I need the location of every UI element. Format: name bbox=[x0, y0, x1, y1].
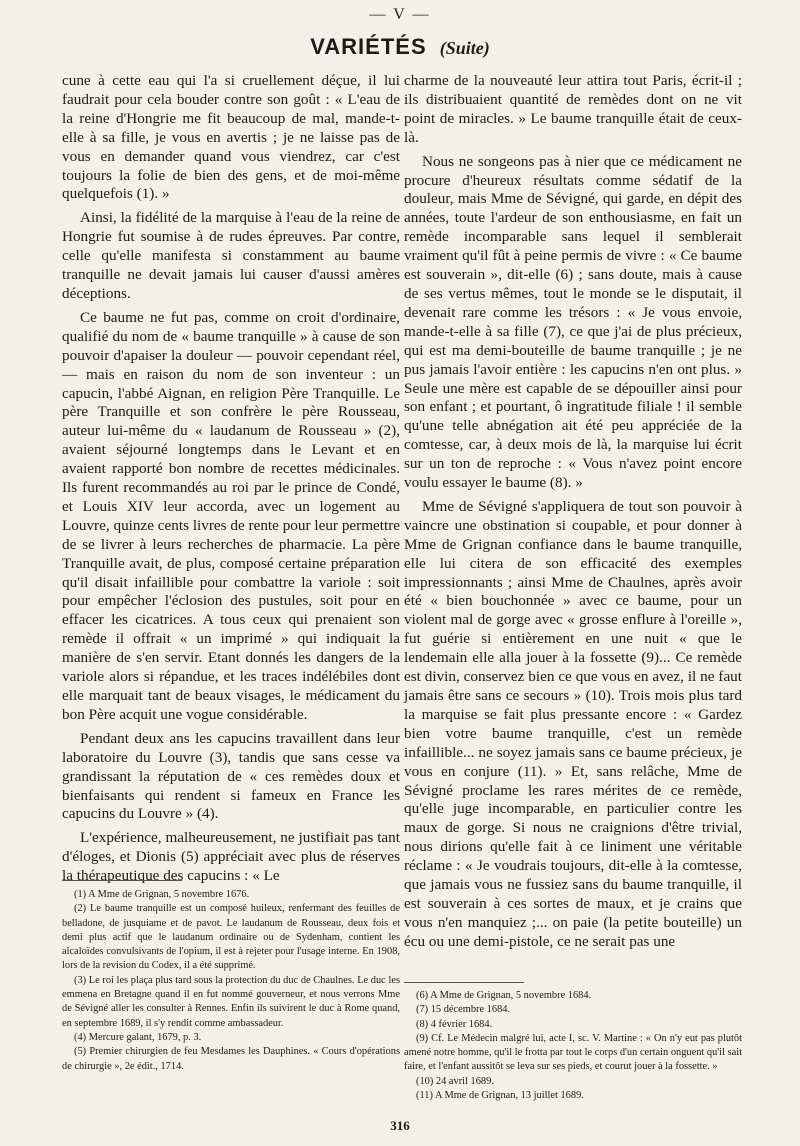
right-column bbox=[404, 72, 742, 952]
footnote: (6) A Mme de Grignan, 5 novembre 1684. bbox=[416, 990, 592, 1001]
footnote: (8) 4 février 1684. bbox=[416, 1018, 493, 1030]
paragraph: cune à cette eau qui l'a si cruellement déçue, il lui faudrait pour cela bouder contre son goût : « L'eau de la reine d'Hongrie me fit beaucoup de mal, mande-t-elle à sa fille, je vous en avertis ; je ne laisse pas de vous en demander quand vous viendrez, car c'est toujours la folie de bien des gens, et de moi-même quelquefois (1). » bbox=[62, 72, 400, 203]
footnote: (7) 15 décembre 1684. bbox=[416, 1004, 511, 1016]
page-number: 316 bbox=[390, 1118, 410, 1133]
page-subtitle: (Suite) bbox=[439, 38, 490, 58]
footnote: (10) 24 avril 1689. bbox=[416, 1075, 494, 1087]
footnote: (1) A Mme de Grignan, 5 novembre 1676. bbox=[74, 889, 250, 900]
section-number: — V — bbox=[369, 6, 431, 23]
footnote: (5) Premier chirurgien de feu Mesdames les Dauphines. « Cours d'opérations de chirurgie », 2e édit., 1714. bbox=[62, 1046, 400, 1072]
page-title-text: VARIÉTÉS bbox=[310, 34, 427, 59]
right-footnotes bbox=[404, 989, 742, 1103]
left-footnotes bbox=[62, 888, 400, 1074]
footnote: (2) Le baume tranquille est un composé huileux, renfermant des feuilles de belladone, de jusquiame et de pavot. Le laudanum de Rousseau, deux fois et demi plus actif que le laudanum ordinaire ou de Sydenham, contient les alcaloïdes convulsivants de l'opium, il est à rejeter pour l'usage interne. En 1908, lors de la revision du Codex, il a été supprimé. bbox=[62, 903, 400, 972]
footnote-divider bbox=[404, 982, 524, 983]
paragraph: Nous ne songeons pas à nier que ce médicament ne procure d'heureux résultats comme sédatif de la douleur, mais Mme de Sévigné, qui garde, en dépit des années, toute l'ardeur de son enthousiasme, en fait un remède incomparable sans lequel il semblerait vraiment qu'il fût à peine permis de vivre : « Ce baume est souverain », dit-elle (6) ; sans doute, mais à cause de ses vertus mêmes, tout le monde se le disputait, il devenait rare comme les trésors : « Je vous envoie, mande-t-elle à sa fille (7), ce que j'ai de plus précieux, qui est ma demi-bouteille de baume tranquille ; je ne pus jamais l'avoir entière : les capucins n'en ont plus. » Seule une mère est capable de se dépouiller ainsi pour son enfant ; et pourtant, ô ingratitude filiale ! il semble qu'une telle abnégation ait été peu appréciée de la comtesse, car, à deux mois de là, la marquise lui écrit sur un ton de reproche : « Vous n'avez point encore voulu essayer le baume (8). » bbox=[404, 152, 742, 492]
page-title bbox=[0, 34, 800, 60]
paragraph: Ainsi, la fidélité de la marquise à l'eau de la reine de Hongrie fut soumise à de rudes épreuves. Par contre, celle qu'elle manifesta si constamment au baume tranquille ne devait jamais lui causer d'aussi amères déceptions. bbox=[62, 209, 400, 302]
footnote-divider bbox=[62, 880, 182, 881]
paragraph: charme de la nouveauté leur attira tout Paris, écrit-il ; ils distribuaient quantité de remèdes dont on ne vit point de miracles. » Le baume tranquille était de ceux-là. bbox=[404, 72, 742, 146]
paragraph: Mme de Sévigné s'appliquera de tout son pouvoir à vaincre une obstination si coupable, et pour donner à Mme de Grignan confiance dans le baume tranquille, elle lui citera de son efficacité des exemples impressionnants ; ainsi Mme de Chaulnes, après avoir été « bien bouchonnée » avec ce baume, pour un violent mal de gorge avec « grosse enflure à l'oreille », fut guérie si entièrement en une nuit « que le lendemain elle alla jouer à la fossette (9)... Ce remède est divin, conservez bien ce que vous en avez, il ne faut jamais être sans ce secours » (10). Trois mois plus tard la marquise se fait plus pressante encore : « Gardez bien votre baume tranquille, c'est un remède infaillible... ne soyez jamais sans ce baume précieux, je vous en conjure (11). » Et, sans relâche, Mme de Sévigné proclame les rares mérites de ce remède, qu'elle juge incomparable, en particulier contre les maux de gorge. Si nous ne craignions d'être trivial, nous dirions qu'elle fait à ce liniment une véritable réclame : « Je voudrais toujours, dit-elle à la comtesse, que jamais vous ne fussiez sans du baume tranquille, il est souverain à ces sortes de maux, et je crains que vous n'en manquiez ;... on paie (la petite bouteille) un écu ou une demi-pistole, ce ne serait pas une bbox=[404, 497, 742, 950]
paragraph: Ce baume ne fut pas, comme on croit d'ordinaire, qualifié du nom de « baume tranquille » à cause de son pouvoir d'apaiser la douleur — pouvoir cependant réel, — mais en raison du nom de son inventeur : un capucin, l'abbé Aignan, en religion Père Tranquille. Le père Tranquille et son confrère le père Rousseau, auteur lui-même du « laudanum de Rousseau » (2), avaient séjourné longtemps dans le Levant et en avaient rapporté bon nombre de recettes médicinales. Ils furent recommandés au roi par le prince de Condé, et Louis XIV leur accorda, avec un logement au Louvre, quinze cents livres de rente pour leur permettre de se livrer à leurs recherches de pharmacie. La père Tranquille avait, de plus, composé certaine préparation qu'il disait infaillible pour combattre la variole : soit pour empêcher l'éclosion des pustules, soit pour en effacer les cicatrices. A tous ceux qui prenaient son remède il offrait « un imprimé » qui indiquait la manière de s'en servir. Etant donnés les dangers de la variole alors si répandue, et les traces indélébiles dont elle marquait tant de beaux visages, le médicament du bon Père acquit une vogue considérable. bbox=[62, 308, 400, 723]
left-column bbox=[62, 72, 400, 886]
footnote: (11) A Mme de Grignan, 13 juillet 1689. bbox=[416, 1090, 584, 1102]
footnote: (9) Cf. Le Médecin malgré lui, acte I, sc. V. Martine : « On n'y eut pas plutôt amené notre homme, qu'il le frotta par tout le corps d'un certain onguent qu'il sait faire, et l'enfant aussitôt se leva sur ses pieds, et courut jouer à la fossette. » bbox=[404, 1032, 742, 1073]
footnote: (3) Le roi les plaça plus tard sous la protection du duc de Chaulnes. Le duc les emmena en Bretagne quand il en fut nommé gouverneur, et nous verrons Mme de Sévigné aller les consulter à Rennes. Enfin ils suivirent le duc à Rome quand, en septembre 1689, il s'y rendit comme ambassadeur. bbox=[62, 974, 400, 1029]
paragraph: Pendant deux ans les capucins travaillent dans leur laboratoire du Louvre (3), tandis que sans cesse va grandissant la réputation de « ces remèdes doux et bienfaisants qui rendent si fameux en France les capucins du Louvre » (4). bbox=[62, 729, 400, 823]
footnote: (4) Mercure galant, 1679, p. 3. bbox=[74, 1031, 202, 1043]
paragraph: L'expérience, malheureusement, ne justifiait pas tant d'éloges, et Dionis (5) appréciait avec plus de réserves la thérapeutique des capucins : « Le bbox=[62, 829, 400, 885]
